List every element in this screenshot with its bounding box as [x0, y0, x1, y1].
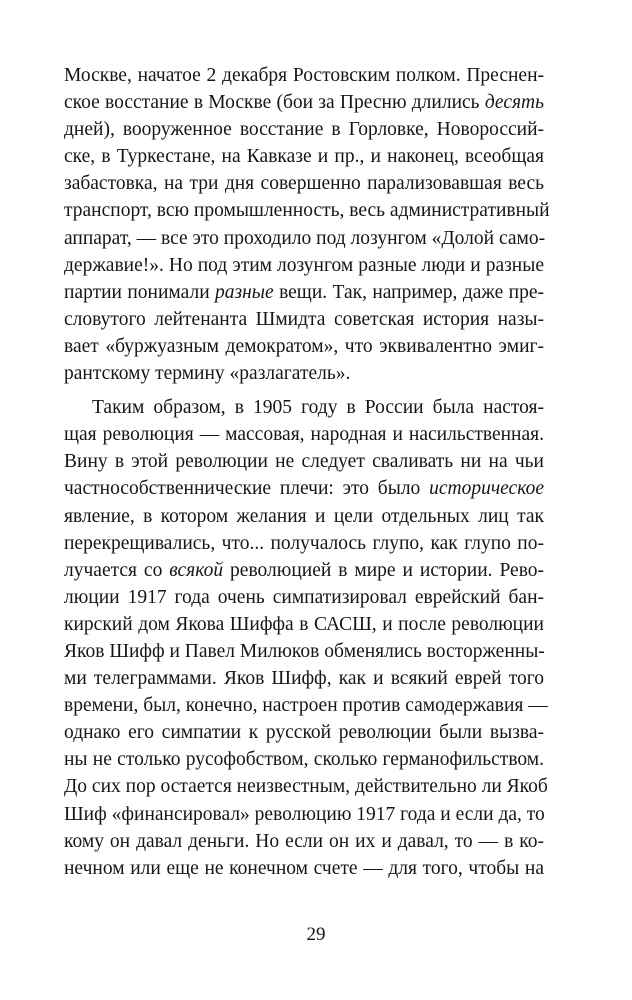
text-run: До сих пор остается неизвестным, действительно ли Якоб	[64, 776, 548, 798]
text-run: ске, в Туркестане, на Кавказе и пр., и наконец, всеобщая	[64, 146, 544, 168]
text-line	[64, 225, 544, 252]
text-run: ны не столько русофобством, сколько германофильством.	[64, 749, 544, 771]
text-line	[64, 448, 544, 475]
text-line	[64, 197, 550, 224]
text-line	[64, 611, 544, 638]
page-body-text	[64, 62, 550, 882]
text-run: Яков Шифф и Павел Милюков обменялись восторженны-	[64, 640, 545, 662]
text-line	[64, 143, 544, 170]
text-run: частнособственнические плечи: это было	[64, 478, 430, 500]
text-run: дней), вооруженное восстание в Горловке, Новороссий-	[64, 119, 544, 141]
text-run: Таким образом, в 1905 году в России была настоя-	[92, 397, 544, 419]
text-line	[64, 394, 544, 421]
text-run: забастовка, на три дня совершенно парализовавшая весь	[64, 173, 544, 195]
text-run: словутого лейтенанта Шмидта советская история назы-	[64, 308, 544, 330]
text-line	[64, 116, 544, 143]
text-run: вещи. Так, например, даже пре-	[273, 281, 544, 303]
text-run: транспорт, всю промышленность, весь административный	[64, 200, 550, 222]
text-run: революцией в мире и истории. Рево-	[223, 559, 545, 581]
text-run: аппарат, — все это проходило под лозунгом «Долой само-	[64, 227, 546, 249]
text-line	[64, 62, 544, 89]
text-line	[64, 584, 544, 611]
text-line	[64, 89, 544, 116]
text-run: однако его симпатии к русской революции были вызва-	[64, 722, 544, 744]
italic-word: всякой	[169, 559, 224, 581]
italic-word: историческое	[429, 478, 544, 500]
text-run: партии понимали	[64, 281, 216, 303]
text-line	[64, 475, 544, 502]
text-run: кому он давал деньги. Но если он их и давал, то — в ко-	[64, 830, 544, 852]
text-run: Вину в этой революции не следует сваливать ни на чьи	[64, 451, 544, 473]
text-line	[64, 855, 544, 882]
text-line	[64, 170, 544, 197]
text-line	[64, 503, 544, 530]
text-run: времени, был, конечно, настроен против самодержавия —	[64, 695, 548, 717]
text-line	[64, 306, 544, 333]
text-run: ское восстание в Москве (бои за Пресню длились	[64, 92, 485, 114]
page-number: 29	[306, 924, 326, 945]
text-line	[64, 360, 544, 387]
text-run: кирский дом Якова Шиффа в САСШ, и после революции	[64, 613, 544, 635]
text-run: рантскому термину «разлагатель».	[64, 363, 351, 385]
text-line	[64, 279, 544, 306]
text-run: перекрещивались, что... получалось глупо, как глупо по-	[64, 532, 544, 554]
text-run: щая революция — массовая, народная и насильственная.	[64, 424, 544, 446]
text-run: лучается со	[64, 559, 170, 581]
text-run: Шиф «финансировал» революцию 1917 года и если да, то	[64, 803, 545, 825]
text-line	[64, 746, 544, 773]
text-run: вает «буржуазным демократом», что эквивалентно эмиг-	[64, 335, 544, 357]
text-line	[64, 252, 544, 279]
text-line	[64, 692, 548, 719]
text-line	[64, 828, 544, 855]
text-line	[64, 638, 544, 665]
paragraph	[64, 394, 548, 882]
text-run: явление, в котором желания и цели отдельных лиц так	[64, 505, 544, 527]
italic-word: разные	[215, 281, 274, 303]
text-run: державие!». Но под этим лозунгом разные люди и разные	[64, 254, 544, 276]
text-line	[64, 333, 544, 360]
text-line	[64, 773, 548, 800]
paragraph	[64, 62, 550, 387]
text-run: нечном или еще не конечном счете — для того, чтобы на	[64, 857, 544, 879]
text-run: ми телеграммами. Яков Шифф, как и всякий еврей того	[64, 668, 544, 690]
text-line	[64, 665, 544, 692]
text-line	[64, 530, 544, 557]
text-run: люции 1917 года очень симпатизировал еврейский бан-	[64, 586, 544, 608]
text-run: Москве, начатое 2 декабря Ростовским полком. Преснен-	[64, 65, 544, 86]
text-line	[64, 557, 544, 584]
text-line	[64, 421, 544, 448]
text-line	[64, 719, 544, 746]
text-line	[64, 801, 544, 828]
italic-word: десять	[484, 92, 544, 114]
